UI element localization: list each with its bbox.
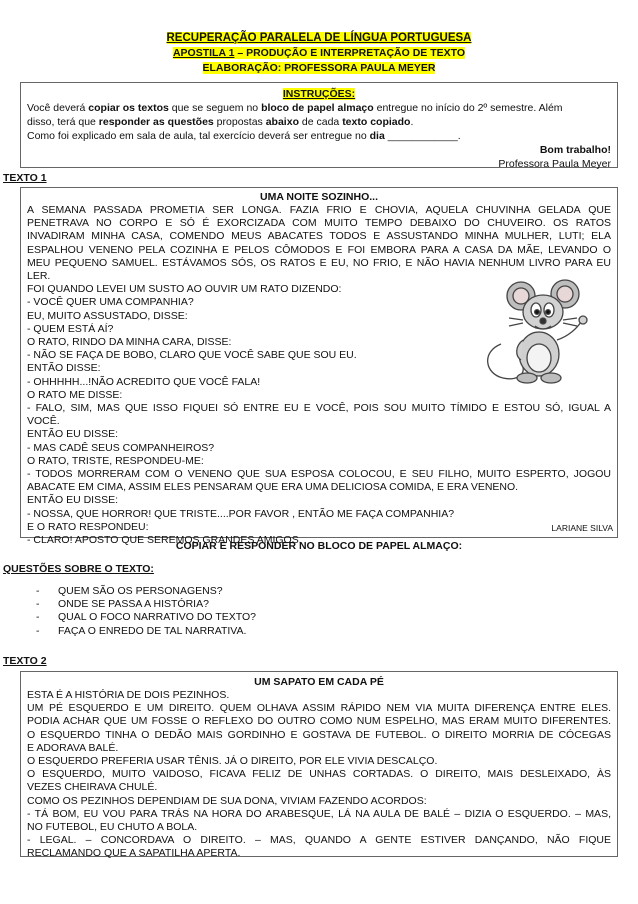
story-line: ENTÃO DISSE: <box>27 362 101 375</box>
bullet-dash: - <box>36 624 40 637</box>
story-line: PENETRAVA NO CORPO E SÓ É EXORCIZADA COM MUITO TEMPO DEBAIXO DO CHUVEIRO. OS RATOS <box>27 217 611 230</box>
story-line: COMO OS PEZINHOS DEPENDIAM DE SUA DONA, VIVIAM FAZENDO ACORDOS: <box>27 794 427 807</box>
instructions-line-3: Como foi explicado em sala de aula, tal exercício deverá ser entregue no dia ____________. <box>27 130 461 142</box>
instructions-line-1: Você deverá copiar os textos que se seguem no bloco de papel almaço entregue no início do 2º semestre. Além <box>27 102 563 114</box>
bullet-dash: - <box>36 598 40 611</box>
signature: Professora Paula Meyer <box>498 158 611 170</box>
texto2-label: TEXTO 2 <box>3 655 47 667</box>
story-line: INVADIRAM MINHA CASA, COMENDO MEUS ABACATES TODOS E ASSUSTANDO MINHA MULHER, LUTI; ELA <box>27 230 611 243</box>
story-line: UM PÉ ESQUERDO E UM DIREITO. QUEM OLHAVA ASSIM RÁPIDO NEM VIA MUITA DIFERENÇA ENTRE ELES. <box>27 702 611 715</box>
texto1-title: UMA NOITE SOZINHO... <box>259 191 379 203</box>
story-line: - FALO, SIM, MAS QUE ISSO FIQUEI SÓ ENTRE EU E VOCÊ, POIS SOU MUITO TÍMIDO E ESTOU SÓ, IGUAL A <box>27 402 611 415</box>
story-line: EU, MUITO ASSUSTADO, DISSE: <box>27 309 188 322</box>
story-line: ENTÃO EU DISSE: <box>27 428 119 441</box>
question-item <box>0 585 600 598</box>
mouse-illustration <box>481 274 599 392</box>
story-line: ESTA É A HISTÓRIA DE DOIS PEZINHOS. <box>27 689 230 701</box>
story-line: ESPALHOU VENENO PELA COZINHA E PELOS CÔMODOS E FOI EMBORA PARA A CASA DA MÃE, LEVANDO O <box>27 243 611 256</box>
story-line: RECLAMANDO QUE A SAPATILHA APERTA. <box>27 847 241 860</box>
instructions-box <box>20 82 618 168</box>
question-text: QUEM SÃO OS PERSONAGENS? <box>58 585 223 597</box>
question-text: ONDE SE PASSA A HISTÓRIA? <box>58 598 209 611</box>
question-text: FAÇA O ENREDO DE TAL NARRATIVA. <box>58 624 247 637</box>
story-line: O RATO ME DISSE: <box>27 388 123 401</box>
story-line: - VOCÊ QUER UMA COMPANHIA? <box>27 296 194 309</box>
story-line: O ESQUERDO TINHA O DEDÃO MAIS GORDINHO E GOSTAVA DE FUTEBOL. O DIREITO MORRIA DE CÓCEGAS <box>27 728 611 741</box>
questions-list <box>0 585 600 638</box>
story-line: - LEGAL. – CONCORDAVA O DIREITO. – MAS, QUANDO A GENTE ESTIVER DANÇANDO, NÃO FIQUE <box>27 834 611 847</box>
story-line: VEZES CHEIRAVA CHULÉ. <box>27 781 158 794</box>
story-line: - MAS CADÊ SEUS COMPANHEIROS? <box>27 441 215 454</box>
subtitle: APOSTILA 1 – PRODUÇÃO E INTERPRETAÇÃO DE TEXTO <box>172 47 466 59</box>
story-line: NO FUTEBOL, EU CHUTO A BOLA. <box>27 821 198 834</box>
questoes-label: QUESTÕES SOBRE O TEXTO: <box>3 563 154 575</box>
story-line: VOCÊ. <box>27 415 60 428</box>
question-item <box>0 625 600 638</box>
page-title: RECUPERAÇÃO PARALELA DE LÍNGUA PORTUGUESA <box>166 32 472 44</box>
story-line: ABACATE EM CIMA, ASSIM ELES PENSARAM QUE ERA UMA DELICIOSA COMIDA, E ERA VENENO. <box>27 481 519 494</box>
story-line: LER. <box>27 270 51 283</box>
texto2-title: UM SAPATO EM CADA PÉ <box>254 676 384 688</box>
bullet-dash: - <box>36 611 40 624</box>
question-item <box>0 611 600 624</box>
author-line: ELABORAÇÃO: PROFESSORA PAULA MEYER <box>202 62 436 74</box>
story-line: - NOSSA, QUE HORROR! QUE TRISTE....POR FAVOR , ENTÃO ME FAÇA COMPANHIA? <box>27 507 455 520</box>
story-line: E O RATO RESPONDEU: <box>27 520 149 533</box>
texto1-label: TEXTO 1 <box>3 172 47 184</box>
story-line: - TÁ BOM, EU VOU PARA TRÁS NA HORA DO ARABESQUE, LÁ NA AULA DE BALÉ – DIZIA O ESQUERDO. – MAS, <box>27 807 611 820</box>
story-line: - OHHHHH...!NÃO ACREDITO QUE VOCÊ FALA! <box>27 375 261 388</box>
story-line: A SEMANA PASSADA PROMETIA SER LONGA. FAZIA FRIO E CHOVIA, AQUELA CHUVINHA GELADA QUE <box>27 204 611 216</box>
question-text: QUAL O FOCO NARRATIVO DO TEXTO? <box>58 611 256 624</box>
story-line: - NÃO SE FAÇA DE BOBO, CLARO QUE VOCÊ SABE QUE SOU EU. <box>27 349 357 362</box>
story-line: ENTÃO EU DISSE: <box>27 494 119 507</box>
story-line: MEU PEQUENO SAMUEL. ESTÁVAMOS SÓS, OS RATOS E EU, NO FRIO, E NÃO HAVIA NENHUM LIVRO PARA EU <box>27 256 611 269</box>
story-line: E ADORAVA BALÉ. <box>27 741 119 754</box>
story-line: O ESQUERDO PREFERIA USAR TÊNIS. JÁ O DIREITO, POR ELE VIVIA DESCALÇO. <box>27 755 438 768</box>
texto1-author: LARIANE SILVA <box>551 523 613 533</box>
copy-instruction: COPIAR E RESPONDER NO BLOCO DE PAPEL ALMAÇO: <box>175 540 463 552</box>
story-line: PODIA ACHAR QUE UM FOSSE O REFLEXO DO OUTRO COMO NUM ESPELHO, MAS ERAM MUITO DIFERENTES. <box>27 715 611 728</box>
story-line: - CLARO! APOSTO QUE SEREMOS GRANDES AMIGOS. <box>27 534 302 547</box>
sign-off: Bom trabalho! <box>539 144 611 156</box>
story-line: FOI QUANDO LEVEI UM SUSTO AO OUVIR UM RATO DIZENDO: <box>27 283 342 296</box>
story-line: O ESQUERDO, MUITO VAIDOSO, FICAVA FELIZ DE UNHAS CORTADAS. O DIREITO, MAIS DESLEIXADO, ÀS <box>27 768 611 781</box>
bullet-dash: - <box>36 585 40 597</box>
texto2-box <box>20 671 618 860</box>
story-line: - QUEM ESTÁ AÍ? <box>27 322 114 335</box>
story-line: - TODOS MORRERAM COM O VENENO QUE SUA ESPOSA COLOCOU, E SEU FILHO, MUITO ESPERTO, JOGOU <box>27 468 611 481</box>
story-line: O RATO, RINDO DA MINHA CARA, DISSE: <box>27 336 232 349</box>
story-line: O RATO, TRISTE, RESPONDEU-ME: <box>27 454 204 467</box>
texto2-body <box>21 689 617 861</box>
instructions-line-2: disso, terá que responder as questões propostas abaixo de cada texto copiado. <box>27 116 414 128</box>
instructions-title: INSTRUÇÕES: <box>282 88 356 100</box>
question-item <box>0 598 600 611</box>
